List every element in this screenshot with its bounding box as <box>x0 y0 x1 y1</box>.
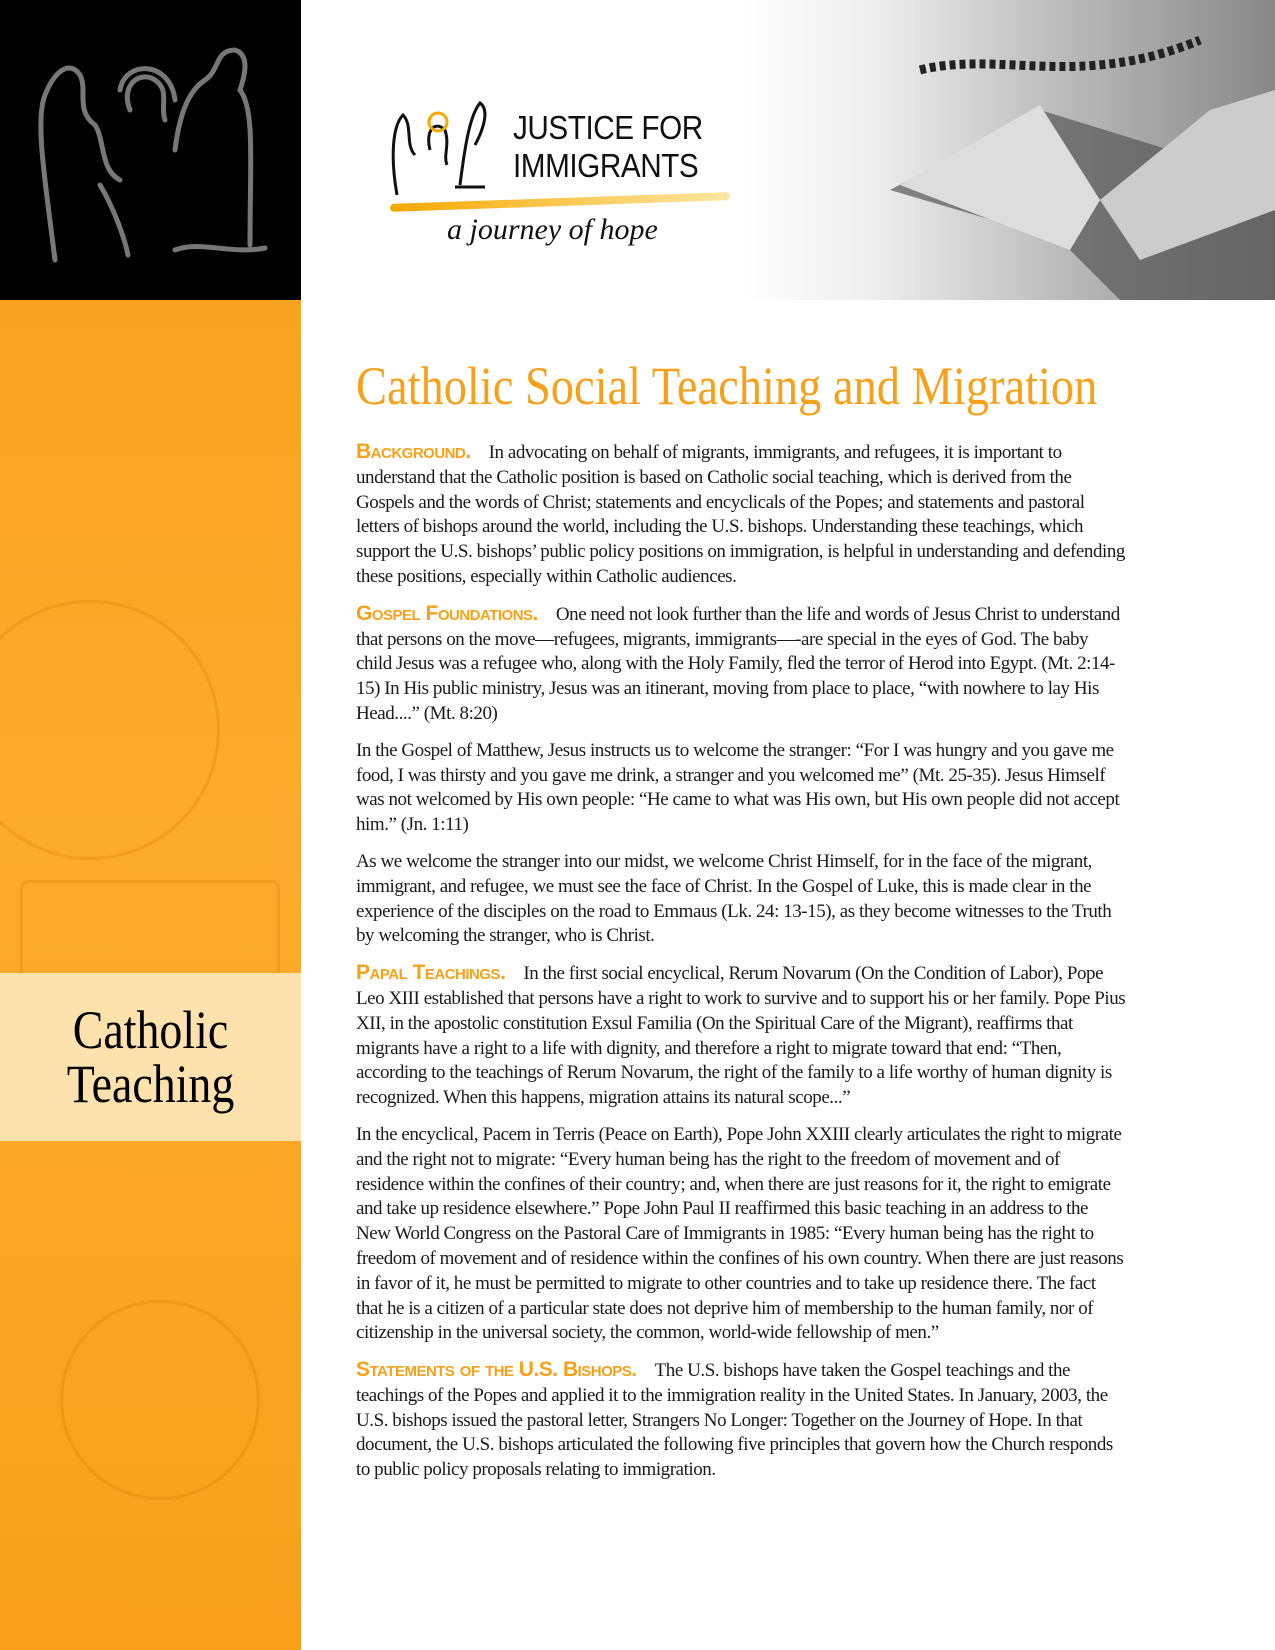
logo-tagline: a journey of hope <box>447 213 658 246</box>
paragraph <box>356 1123 1126 1346</box>
justice-for-immigrants-logo <box>385 95 745 255</box>
paragraph-text: In the Gospel of Matthew, Jesus instructs us to welcome the stranger: “For I was hungry and you gave me food, I was thirsty and you gave me drink, a stranger and you welcomed me” (Mt. 25-35). Jesus Himself was not welcomed by His own people: “He came to what was His own, but His own people did not accept him.” (Jn. 1:11) <box>356 739 1120 836</box>
page-title: Catholic Social Teaching and Migration <box>356 356 1098 416</box>
paragraph <box>356 440 1126 590</box>
paragraph-text: In advocating on behalf of migrants, immigrants, and refugees, it is important to understand that the Catholic position is based on Catholic social teaching, which is derived from the Gospels and the words of Christ; statements and encyclicals of the Popes; and statements and pastoral letters of bishops around the world, including the U.S. bishops. Understanding these teachings, which support the U.S. bishops’ public policy positions on immigration, is helpful in understanding and defending these positions, especially within Catholic audiences. <box>356 442 1125 587</box>
sidebar-section-label <box>0 973 301 1141</box>
paragraph-text: One need not look further than the life and words of Jesus Christ to understand that persons on the move—refugees, migrants, immigrants—-are special in the eyes of God. The baby child Jesus was a refugee who, along with the Holy Family, fled the terror of Herod into Egypt. (Mt. 2:14-15) In His public ministry, Jesus was an itinerant, moving from place to place, “with nowhere to lay His Head....” (Mt. 8:20) <box>356 603 1120 724</box>
sidebar-label-line2: Teaching <box>66 1054 235 1114</box>
figures-artwork-panel <box>0 0 301 300</box>
paragraph <box>356 1358 1126 1483</box>
section-heading: Background. <box>356 440 471 463</box>
logo-line1: JUSTICE FOR <box>513 109 703 146</box>
holy-family-outline-icon <box>0 0 301 300</box>
section-heading: Papal Teachings. <box>356 961 506 985</box>
paragraph-text: The U.S. bishops have taken the Gospel teachings and the teachings of the Popes and applied it to the immigration reality in the United States. In January, 2003, the U.S. bishops issued the pastoral letter, Strangers No Longer: Together on the Journey of Hope. In that document, the U.S. bishops articulated the following five principles that govern how the Church responds to public policy proposals relating to immigration. <box>356 1360 1113 1481</box>
paragraph <box>356 961 1126 1111</box>
article-body <box>356 440 1126 1495</box>
paragraph <box>356 739 1126 838</box>
paragraph-text: In the encyclical, Pacem in Terris (Peace on Earth), Pope John XXIII clearly articulates the right to migrate and the right not to migrate: “Every human being has the right to the freedom of movement and of residence within the confines of their country; and, when there are just reasons for it, the right to emigrate and take up residence elsewhere.” Pope John Paul II reaffirmed this basic teaching in an address to the New World Congress on the Pastoral Care of Immigrants in 1985: “Every human being has the right to freedom of movement and of residence within the confines of his own country. When there are just reasons in favor of it, he must be permitted to migrate to other countries and to take up residence there. The fact that he is a citizen of a particular state does not deprive him of membership to the human family, nor of citizenship in the universal society, the common, world-wide fellowship of men.” <box>356 1123 1124 1344</box>
paragraph <box>356 850 1126 949</box>
paragraph-text: In the first social encyclical, Rerum Novarum (On the Condition of Labor), Pope Leo XIII established that persons have a right to work to survive and to support his or her family. Pope Pius XII, in the apostolic constitution Exsul Familia (On the Spiritual Care of the Migrant), reaffirms that migrants have a right to a life with dignity, and therefore a right to migrate toward that end: “Then, according to the teachings of Rerum Novarum, the right of the family to a life worthy of human dignity is recognized. When this happens, migration attains its natural scope...” <box>356 963 1126 1109</box>
sidebar-label-line1: Catholic <box>72 1000 229 1060</box>
logo-line2: IMMIGRANTS <box>513 147 699 184</box>
bible-rosary-photo <box>740 0 1275 300</box>
section-heading: Gospel Foundations. <box>356 601 538 625</box>
paragraph-text: As we welcome the stranger into our midst, we welcome Christ Himself, for in the face of the migrant, immigrant, and refugee, we must see the face of Christ. In the Gospel of Luke, this is made clear in the experience of the disciples on the road to Emmaus (Lk. 24: 13-15), as they become witnesses to the Truth by welcoming the stranger, who is Christ. <box>356 850 1112 947</box>
logo-figures-icon <box>385 95 505 205</box>
open-book-icon <box>740 0 1275 300</box>
section-heading: Statements of the U.S. Bishops. <box>356 1358 637 1382</box>
paragraph <box>356 602 1126 727</box>
